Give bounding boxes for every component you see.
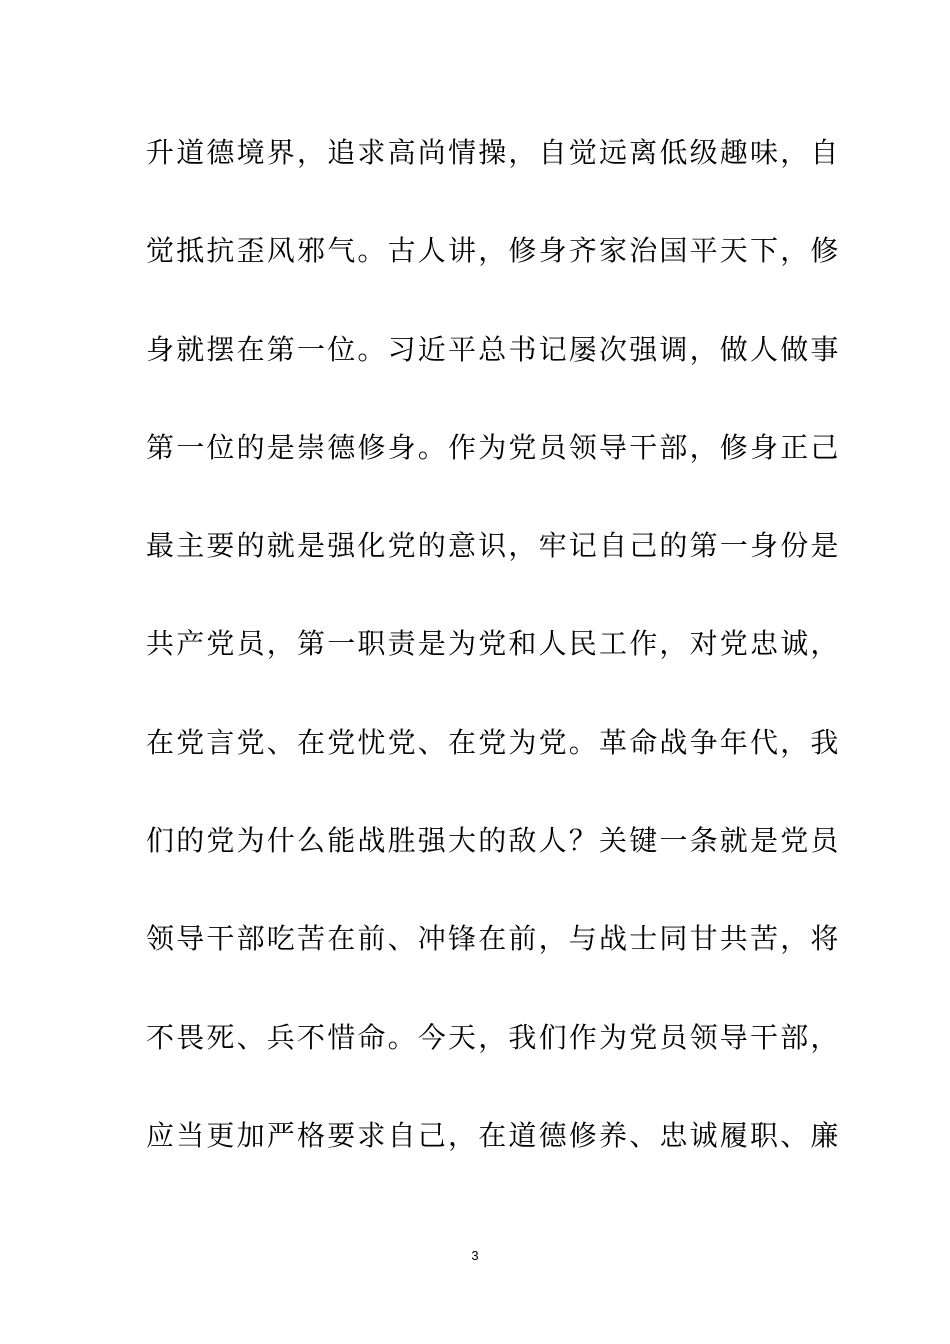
text-line: 第一位的是崇德修身。作为党员领导干部，修身正己 xyxy=(146,430,841,464)
text-line: 应当更加严格要求自己，在道德修养、忠诚履职、廉 xyxy=(146,1118,841,1152)
text-line: 们的党为什么能战胜强大的敌人？关键一条就是党员 xyxy=(146,824,841,858)
text-line: 领导干部吃苦在前、冲锋在前，与战士同甘共苦，将 xyxy=(146,922,841,956)
text-line: 共产党员，第一职责是为党和人民工作，对党忠诚， xyxy=(146,627,841,661)
text-line: 觉抵抗歪风邪气。古人讲，修身齐家治国平天下，修 xyxy=(146,234,841,268)
body-paragraph xyxy=(146,126,841,1207)
text-line: 最主要的就是强化党的意识，牢记自己的第一身份是 xyxy=(146,529,841,563)
text-line: 在党言党、在党忧党、在党为党。革命战争年代，我 xyxy=(146,725,841,759)
text-line: 不畏死、兵不惜命。今天，我们作为党员领导干部， xyxy=(146,1020,841,1054)
page-number: 3 xyxy=(471,1248,479,1263)
text-line: 身就摆在第一位。习近平总书记屡次强调，做人做事 xyxy=(146,332,841,366)
text-line: 升道德境界，追求高尚情操，自觉远离低级趣味，自 xyxy=(146,136,841,169)
